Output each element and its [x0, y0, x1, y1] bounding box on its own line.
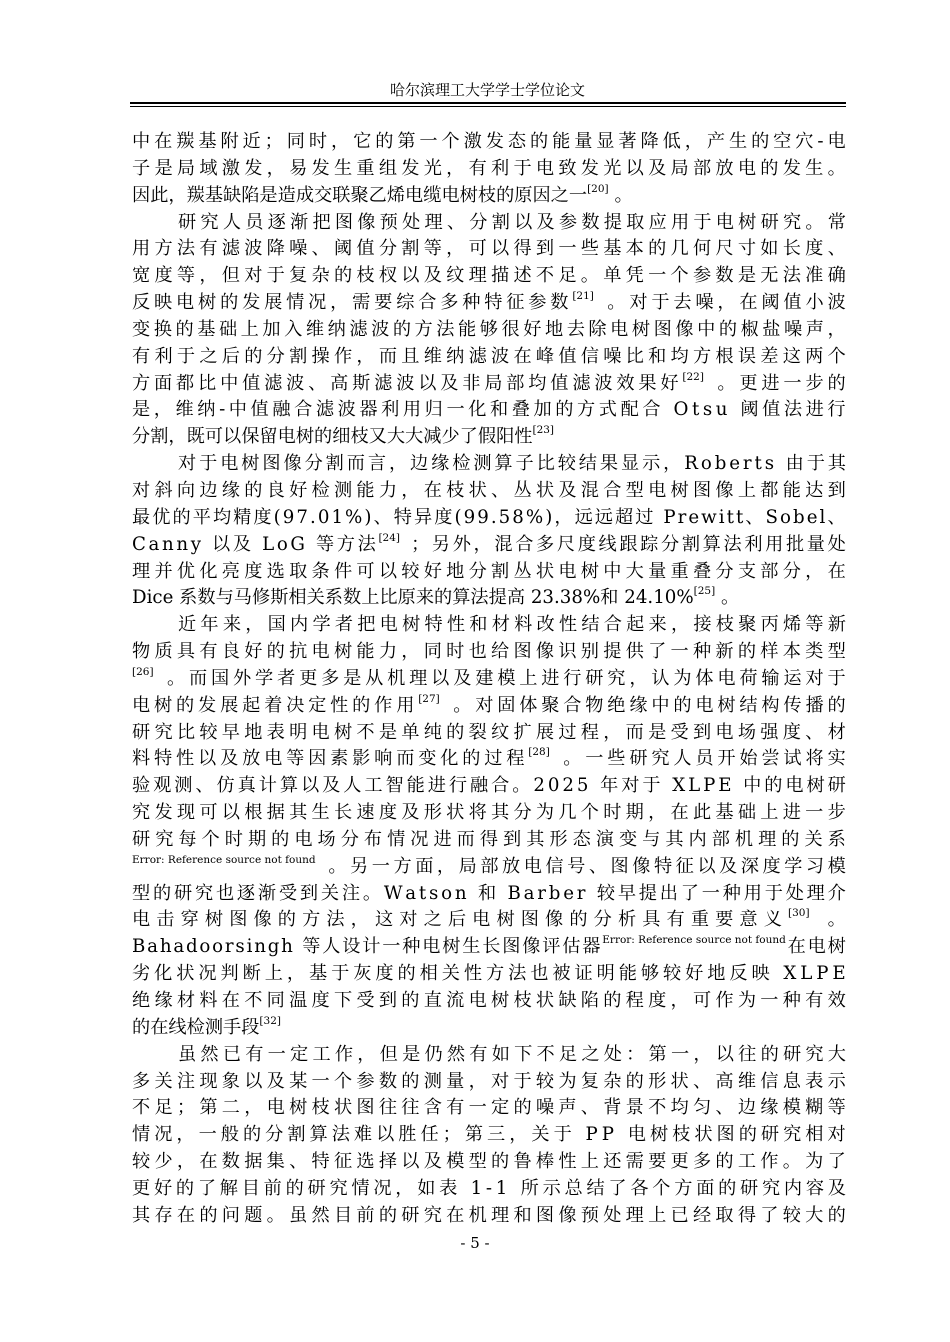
text-line: 中 在 羰 基 附 近 ； 同 时 ， 它 的 第 一 个 激 发 态 的 能 量 显 著 降 低 ， 产 生 的 空 穴 - 电 — [132, 131, 846, 152]
text-line: C a n n y 以 及 L o G 等 方 法 [24] ； 另 外 ， 混 合 多 尺 度 线 跟 踪 分 割 算 法 利 用 批 量 处 — [132, 532, 846, 559]
text-line: 其 存 在 的 问 题 。 虽 然 目 前 的 研 究 在 机 理 和 图 像 预 处 理 上 已 经 取 得 了 较 大 的 — [132, 1204, 846, 1226]
citation-marker: [22] — [682, 370, 704, 383]
text-line: 究 发 现 可 以 根 据 其 生 长 速 度 及 形 状 将 其 分 为 几 个 时 期 ， 在 此 基 础 上 进 一 步 — [132, 802, 846, 824]
text-line: 近 年 来 ， 国 内 学 者 把 电 树 特 性 和 材 料 改 性 结 合 起 来 ， 接 枝 聚 丙 烯 等 新 — [178, 614, 846, 636]
text-line: 变 换 的 基 础 上 加 入 维 纳 滤 波 的 方 法 能 够 很 好 地 去 除 电 树 图 像 中 的 椒 盐 噪 声 ， — [132, 318, 846, 340]
text-line: 情 况 ， 一 般 的 分 割 算 法 难 以 胜 任 ； 第 三 ， 关 于 P P 电 树 枝 状 图 的 研 究 相 对 — [132, 1124, 846, 1146]
text-line: 研 究 比 较 早 地 表 明 电 树 不 是 单 纯 的 裂 纹 扩 展 过 程 ， 而 是 受 到 电 场 强 度 、 材 — [132, 721, 846, 743]
text-line: 分 割 ， 既 可 以 保 留 电 树 的 细 枝 又 大 大 减 少 了 假 阳 性 [23] — [132, 424, 846, 451]
citation-marker: [23] — [532, 424, 555, 437]
citation-marker: [32] — [259, 1014, 281, 1027]
text-line: 研 究 人 员 逐 渐 把 图 像 预 处 理 、 分 割 以 及 参 数 提 取 应 用 于 电 树 研 究 。 常 — [178, 211, 846, 233]
text-line: 方 面 都 比 中 值 滤 波 、 高 斯 滤 波 以 及 非 局 部 均 值 滤 波 效 果 好 [22] 。 更 进 一 步 的 — [132, 371, 846, 398]
text-line: [26] 。 而 国 外 学 者 更 多 是 从 机 理 以 及 建 模 上 进 行 研 究 ， 认 为 体 电 荷 输 运 对 于 — [132, 666, 846, 693]
text-line: 对 于 电 树 图 像 分 割 而 言 ， 边 缘 检 测 算 子 比 较 结 果 显 示 ， R o b e r t s 由 于 其 — [178, 453, 846, 475]
text-line: 不 足 ； 第 二 ， 电 树 枝 状 图 往 往 含 有 一 定 的 噪 声 、 背 景 不 均 匀 、 边 缘 模 糊 等 — [132, 1097, 846, 1119]
header-rule-thick — [130, 102, 846, 104]
citation-marker: [28] — [528, 746, 550, 759]
text-line: 有 利 于 之 后 的 分 割 操 作 ， 而 且 维 纳 滤 波 在 峰 值 信 噪 比 和 均 方 根 误 差 这 两 个 — [132, 345, 846, 367]
text-line: 电 树 的 发 展 起 着 决 定 性 的 作 用 [27] 。 对 固 体 聚 合 物 绝 缘 中 的 电 树 结 构 传 播 的 — [132, 693, 846, 720]
thesis-body-text — [132, 129, 846, 1230]
text-line: 理 并 优 化 亮 度 选 取 条 件 可 以 较 好 地 分 割 丛 状 电 树 中 大 量 重 叠 分 支 部 分 ， 在 — [132, 560, 846, 582]
text-line: B a h a d o o r s i n g h 等 人 设 计 一 种 电 树 生 长 图 像 评 估 器 Error: Reference source not found 在 电 树 — [132, 934, 846, 961]
text-line: 多 关 注 现 象 以 及 某 一 个 参 数 的 测 量 ， 对 于 较 为 复 杂 的 形 状 、 高 维 信 息 表 示 — [132, 1070, 846, 1092]
citation-marker: [21] — [572, 290, 594, 303]
text-line: 劣 化 状 况 判 断 上 ， 基 于 灰 度 的 相 关 性 方 法 也 被 证 明 能 够 较 好 地 反 映 X L P E — [132, 963, 846, 985]
citation-marker: [27] — [418, 692, 440, 705]
reference-error-marker: Error: Reference source not found — [602, 934, 786, 947]
text-line: 用 方 法 有 滤 波 降 噪 、 阈 值 分 割 等 ， 可 以 得 到 一 些 基 本 的 几 何 尺 寸 如 长 度 、 — [132, 238, 846, 260]
text-line: 宽 度 等 ， 但 对 于 复 杂 的 枝 杈 以 及 纹 理 描 述 不 足 。 单 凭 一 个 参 数 是 无 法 准 确 — [132, 265, 846, 287]
citation-marker: [24] — [378, 531, 401, 544]
text-line: Error: Reference source not found 。 另 一 方 面 ， 局 部 放 电 信 号 、 图 像 特 征 以 及 深 度 学 习 模 — [132, 854, 846, 881]
text-line: 较 少 ， 在 数 据 集 、 特 征 选 择 以 及 模 型 的 鲁 棒 性 上 还 需 要 更 多 的 工 作 。 为 了 — [132, 1151, 846, 1173]
text-line: 电 击 穿 树 图 像 的 方 法 ， 这 对 之 后 电 树 图 像 的 分 析 具 有 重 要 意 义 [30] 。 — [132, 907, 846, 934]
text-line: 因 此 ， 羰 基 缺 陷 是 造 成 交 联 聚 乙 烯 电 缆 电 树 枝 的 原 因 之 一 [20] 。 — [132, 183, 846, 210]
text-line: 反 映 电 树 的 发 展 情 况 ， 需 要 综 合 多 种 特 征 参 数 [21] 。 对 于 去 噪 ， 在 阈 值 小 波 — [132, 290, 846, 317]
citation-marker: [25] — [693, 585, 716, 598]
citation-marker: [20] — [587, 182, 609, 195]
text-line: 是 ， 维 纳 - 中 值 融 合 滤 波 器 利 用 归 一 化 和 叠 加 的 方 式 配 合 O t s u 阈 值 法 进 行 — [132, 399, 846, 421]
text-line: 更 好 的 了 解 目 前 的 研 究 情 况 ， 如 表 1 - 1 所 示 总 结 了 各 个 方 面 的 研 究 内 容 及 — [132, 1177, 846, 1199]
text-line: 型 的 研 究 也 逐 渐 受 到 关 注 。 W a t s o n 和 B a r b e r 较 早 提 出 了 一 种 用 于 处 理 介 — [132, 882, 846, 904]
text-line: 绝 缘 材 料 在 不 同 温 度 下 受 到 的 直 流 电 树 枝 状 缺 陷 的 程 度 ， 可 作 为 一 种 有 效 — [132, 990, 846, 1011]
text-line: 物 质 具 有 良 好 的 抗 电 树 能 力 ， 同 时 也 给 图 像 识 别 提 供 了 一 种 新 的 样 本 类 型 — [132, 641, 846, 663]
running-header: 哈尔滨理工大学学士学位论文 — [389, 81, 585, 99]
text-line: 研 究 每 个 时 期 的 电 场 分 布 情 况 进 而 得 到 其 形 态 演 变 与 其 内 部 机 理 的 关 系 — [132, 828, 846, 850]
text-line: 子 是 局 域 激 发 ， 易 发 生 重 组 发 光 ， 有 利 于 电 致 发 光 以 及 局 部 放 电 的 发 生 。 — [132, 157, 846, 179]
text-line: 虽 然 已 有 一 定 工 作 ， 但 是 仍 然 有 如 下 不 足 之 处 ： 第 一 ， 以 往 的 研 究 大 — [178, 1043, 846, 1065]
text-line: 的 在 线 检 测 手 段 [32] — [132, 1015, 846, 1042]
text-line: 验 观 测 、 仿 真 计 算 以 及 人 工 智 能 进 行 融 合 。 2 0 2 5 年 对 于 X L P E 中 的 电 树 研 — [132, 775, 846, 797]
reference-error-marker: Error: Reference source not found — [132, 853, 316, 866]
citation-marker: [30] — [788, 907, 810, 920]
citation-marker: [26] — [132, 665, 154, 678]
header-rule-thin — [130, 106, 846, 107]
page-number: - 5 - — [460, 1234, 490, 1252]
text-line: 料 特 性 以 及 放 电 等 因 素 影 响 而 变 化 的 过 程 [28] 。 一 些 研 究 人 员 开 始 尝 试 将 实 — [132, 746, 846, 773]
text-line: 最 优 的 平 均 精 度 ( 9 7 . 0 1 % ) 、 特 异 度 ( 9 9 . 5 8 % ) ， 远 远 超 过 P r e w i t t 、 S o b e l 、 — [132, 506, 846, 528]
text-line: 对 斜 向 边 缘 的 良 好 检 测 能 力 ， 在 枝 状 、 丛 状 及 混 合 型 电 树 图 像 上 都 能 达 到 — [132, 479, 846, 501]
text-line: D i c e 系 数 与 马 修 斯 相 关 系 数 上 比 原 来 的 算 法 提 高 2 3 . 3 8 % 和 2 4 . 1 0 % [25] 。 — [132, 585, 846, 612]
